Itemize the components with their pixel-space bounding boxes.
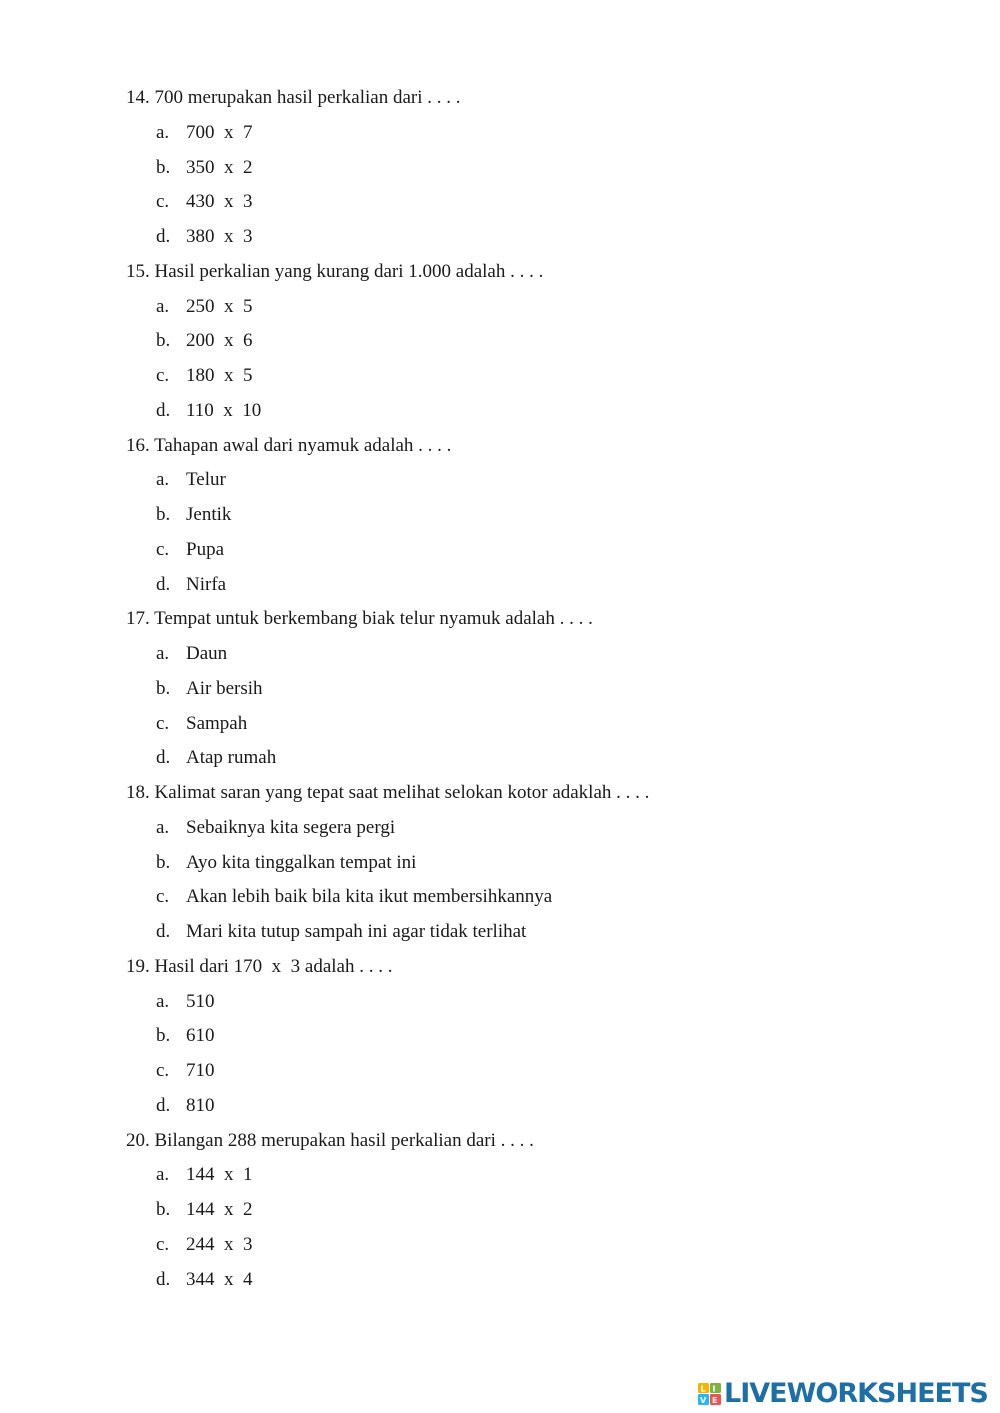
option-letter: a.: [156, 469, 170, 491]
option-letter: c.: [156, 712, 170, 734]
option-value: 700 x 7: [186, 121, 253, 143]
option-value: 180 x 5: [186, 365, 253, 386]
option-letter: a.: [156, 121, 170, 143]
option-letter: b.: [156, 677, 171, 699]
answer-option: [156, 921, 526, 943]
option-letter: d.: [156, 1268, 171, 1290]
answer-option: [156, 1199, 253, 1221]
svg-text:V: V: [700, 1396, 707, 1405]
answer-option: [156, 330, 253, 352]
option-value: 350 x 2: [186, 156, 253, 178]
option-letter: c.: [156, 1233, 170, 1255]
answer-option: [156, 504, 231, 526]
answer-option: [156, 122, 253, 144]
answer-option: [156, 713, 247, 735]
option-value: 110 x 10: [186, 399, 262, 421]
answer-option: [156, 539, 224, 561]
option-value: Sebaiknya kita segera pergi: [186, 816, 396, 838]
option-letter: d.: [156, 921, 171, 942]
option-value: Nirfa: [186, 573, 227, 595]
answer-option: [156, 886, 552, 908]
option-letter: a.: [156, 1164, 170, 1186]
option-value: 144 x 2: [186, 1199, 253, 1220]
question-text: 19. Hasil dari 170 x 3 adalah . . . .: [126, 955, 393, 977]
brand-footer: [697, 1378, 988, 1410]
question-text: 16. Tahapan awal dari nyamuk adalah . . . .: [126, 434, 452, 456]
option-letter: b.: [156, 504, 171, 525]
option-letter: c.: [156, 538, 170, 560]
answer-option: [156, 817, 395, 839]
option-letter: b.: [156, 330, 171, 352]
option-value: Ayo kita tinggalkan tempat ini: [186, 851, 417, 873]
option-letter: d.: [156, 226, 171, 247]
question-text: 18. Kalimat saran yang tepat saat melihat selokan kotor adaklah . . . .: [126, 782, 650, 803]
option-letter: a.: [156, 816, 170, 838]
option-value: Daun: [186, 643, 228, 664]
answer-option: [156, 1234, 253, 1256]
answer-option: [156, 643, 227, 665]
option-value: 380 x 3: [186, 226, 253, 247]
answer-option: [156, 226, 253, 248]
option-value: 344 x 4: [186, 1268, 253, 1290]
option-letter: d.: [156, 1094, 171, 1116]
answer-option: [156, 678, 263, 700]
answer-option: [156, 296, 253, 318]
option-letter: d.: [156, 399, 171, 421]
answer-option: [156, 400, 261, 422]
answer-option: [156, 1025, 215, 1047]
svg-text:I: I: [712, 1384, 716, 1394]
liveworksheets-logo-icon: [697, 1381, 723, 1407]
option-letter: a.: [156, 643, 170, 664]
option-letter: b.: [156, 851, 171, 873]
answer-option: [156, 1095, 215, 1117]
option-value: 510: [186, 990, 215, 1012]
option-value: 710: [186, 1060, 215, 1081]
svg-text:E: E: [712, 1396, 718, 1405]
question-text: 17. Tempat untuk berkembang biak telur nyamuk adalah . . . .: [126, 608, 593, 630]
option-value: Atap rumah: [186, 747, 277, 769]
option-value: Air bersih: [186, 677, 263, 699]
option-letter: a.: [156, 990, 170, 1012]
option-letter: a.: [156, 295, 170, 317]
option-value: 430 x 3: [186, 191, 253, 213]
option-value: Telur: [186, 469, 226, 491]
option-value: Jentik: [186, 504, 232, 525]
option-value: 244 x 3: [186, 1233, 253, 1255]
option-letter: c.: [156, 1060, 170, 1081]
option-value: 610: [186, 1025, 215, 1047]
answer-option: [156, 1060, 215, 1082]
option-letter: c.: [156, 365, 170, 386]
answer-option: [156, 852, 416, 874]
answer-option: [156, 991, 215, 1013]
option-value: 250 x 5: [186, 295, 253, 317]
answer-option: [156, 1164, 253, 1186]
answer-option: [156, 1269, 253, 1291]
option-letter: b.: [156, 1199, 171, 1220]
option-value: 810: [186, 1094, 215, 1116]
brand-name: LIVEWORKSHEETS: [724, 1378, 988, 1409]
option-letter: c.: [156, 886, 170, 908]
question-text: 20. Bilangan 288 merupakan hasil perkalian dari . . . .: [126, 1129, 534, 1151]
answer-option: [156, 469, 226, 491]
svg-text:L: L: [700, 1384, 706, 1394]
option-letter: b.: [156, 1025, 171, 1047]
question-text: 15. Hasil perkalian yang kurang dari 1.000 adalah . . . .: [126, 260, 544, 282]
option-value: Akan lebih baik bila kita ikut membersihkannya: [186, 886, 553, 908]
option-value: 144 x 1: [186, 1164, 253, 1186]
option-letter: b.: [156, 156, 171, 178]
option-letter: d.: [156, 573, 171, 595]
option-value: Pupa: [186, 538, 224, 560]
question-text: 14. 700 merupakan hasil perkalian dari . . . .: [126, 87, 461, 108]
option-letter: d.: [156, 747, 171, 769]
option-value: Mari kita tutup sampah ini agar tidak terlihat: [186, 921, 527, 942]
option-value: 200 x 6: [186, 330, 253, 352]
answer-option: [156, 747, 276, 769]
answer-option: [156, 157, 253, 179]
answer-option: [156, 574, 226, 596]
answer-option: [156, 365, 253, 387]
answer-option: [156, 191, 253, 213]
option-value: Sampah: [186, 712, 248, 734]
option-letter: c.: [156, 191, 170, 213]
